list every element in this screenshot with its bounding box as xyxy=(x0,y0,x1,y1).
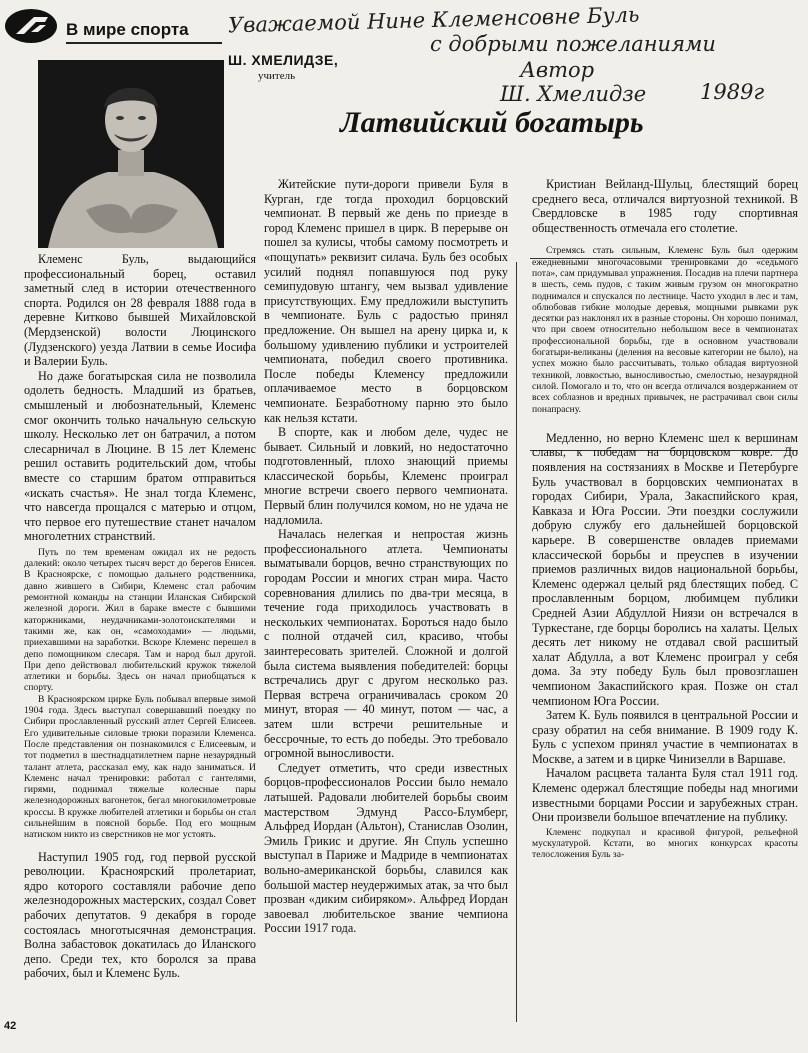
journal-logo-icon xyxy=(4,8,58,44)
article-column-3 xyxy=(532,177,798,861)
article-title: Латвийский богатырь xyxy=(340,106,644,139)
page-number: 42 xyxy=(4,1020,17,1032)
article-column-1 xyxy=(24,252,256,981)
paragraph: Наступил 1905 год, год первой русской революции. Красноярский пролетариат, ядро которого составляли рабочие депо железнодорожных мастерских, создал Совет рабочих депутатов. 9 декабря в городе состоялась многотысячная демонстрация. Волна забастовок докатилась до Иланского депо. Среди тех, кто боролся за права рабочих, был и Клеменс Буль. xyxy=(24,849,256,981)
rubric-underline xyxy=(66,42,222,44)
paragraph-small: В Красноярском цирке Буль побывал впервые зимой 1904 года. Здесь выступал совершавший поездку по Сибири прославленный русский атлет Сергей Елисеев. Его удивительные силовые трюки поразили Клеменса. После представления он познакомился с Елисеевым, и тот подметил в шестнадцатилетнем парне незаурядный талант атлета, рассказал ему, как надо заниматься. И Клеменс начал тренировки: работал с гантелями, гирями, поднимал тяжелые колесные пары железнодорожных вагонеток, бегал многокилометровые кроссы. В кружке любителей атлетики и борьбы он стал сильнейшим в поясной борьбе. Под его мощным натиском никто из сверстников не мог устоять. xyxy=(24,693,256,841)
section-rubric: В мире спорта xyxy=(66,20,189,39)
paragraph: Кристиан Вейланд-Шульц, блестящий борец среднего веса, отличался виртуозной техникой. В Свердловске в 1985 году спортивная общественность отмечала его столетие. xyxy=(532,177,798,235)
paragraph-small: Клеменс подкупал и красивой фигурой, рельефной мускулатурой. Кстати, во многих конкурсах красоты телосложения Буль за- xyxy=(532,826,798,861)
paragraph-small: Стремясь стать сильным, Клеменс Буль был одержим ежедневными многочасовыми тренировками до «седьмого пота», сам придумывал упражнения. Посадив на плечи партнера в шесть, семь пудов, с таким живым грузом он многократно поднимался и спускался по лестнице. Часто уходил в лес и там, облюбовав гибкие молодые деревья, мощными рывками рук десятки раз наклонял их в разные стороны. Он хорошо понимал, что при своем относительно небольшом весе в чемпионатах профессиональной борьбы, где в основном участвовали богатыри-великаны (деления на весовые категории не было), на успех можно было рассчитывать, только обладая виртуозной техникой, ловкостью, выносливостью, смелостью, незаурядной силой. Помогало и то, что он всегда отличался воздержанием от всех соблазнов и вредных привычек, не растрачивал свои силы понапрасну. xyxy=(532,245,798,415)
dedication-line-5: 1989г xyxy=(700,80,765,104)
paragraph: Житейские пути-дороги привели Буля в Курган, где тогда проходил борцовский чемпионат. В первый же день по приезде в город Клеменс пришел в цирк. В перерыве он пошел за кулисы, чтобы самому посмотреть и «пощупать» реквизит силача. Буль без особых усилий поднял попавшуюся под руку семипудовую штангу, чем вызвал удивление присутствующих. Ему предложили выступить в чемпионате. Буль с радостью принял предложение. Он вышел на арену цирка и, к большому удивлению публики и устроителей чемпионата, победил своего противника. После победы Клеменсу предложили оплачиваемое место в борцовском чемпионате. Безработному парню это было как нельзя кстати. xyxy=(264,177,508,425)
dedication-line-4: Ш. Хмелидзе xyxy=(500,82,647,106)
author-name: Ш. ХМЕЛИДЗЕ, xyxy=(228,52,339,68)
paragraph: Затем К. Буль появился в центральной России и сразу обратил на себя внимание. В 1909 году К. Буль с успехом принял участие в чемпионатах в Москве, а затем и в цирке Чинизелли в Варшаве. xyxy=(532,708,798,766)
article-column-2 xyxy=(264,177,508,936)
paragraph: В спорте, как и любом деле, чудес не бывает. Сильный и ловкий, но недостаточно подготовленный, плохо знающий приемы классической борьбы, Клеменс проиграл многие встречи своего первого чемпионата. Первый блин получился комом, но не удача не надломила. xyxy=(264,425,508,527)
paragraph: Началом расцвета таланта Буля стал 1911 год. Клеменс одержал блестящие победы над многими известными борцами России и зарубежных стран. Они произвели большое впечатление на публику. xyxy=(532,766,798,825)
paragraph: Но даже богатырская сила не позволила одолеть бедность. Младший из братьев, смышленый и любознательный, Клеменс смог окончить только начальную сельскую школу. Несколько лет он батрачил, а потом слесарничал в Люцине. В 15 лет Клеменс решил оставить родительский дом, чтобы вместе со старшим братом отправиться «искать счастья». Не знал тогда Клеменс, что навсегда прощался с матерью и отцом, что первое его путешествие станет началом многолетних странствий. xyxy=(24,368,256,544)
paragraph: Медленно, но верно Клеменс шел к вершинам славы, к победам на борцовском ковре. До появления на состязаниях в Москве и Петербурге Буль участвовал в борцовских чемпионатах в городах Сибири, Урала, Закаспийского края, Кавказа и Юга России. Эти поездки сослужили добрую службу его дальнейшей борцовской карьере. В совершенстве овладев приемами классической борьбы и преуспев в изучении приемов различных видов национальной борьбы, Клеменс одержал целый ряд блестящих побед. С прославленным борцом, любимцем публики Средней Азии Абдуллой Ниязи он встречался в Туркестане, где борцы боролись на халаты. Целых десять лет никому не отдавал свой расшитый халат Абдулла, а вот Клеменс проиграл у себя дома. За эту победу Буль был провозглашен чемпионом Закаспийского края. Позже он стал чемпионом Юга России. xyxy=(532,430,798,708)
column-rule xyxy=(516,262,517,1022)
paragraph: Следует отметить, что среди известных борцов-профессионалов России было немало латышей. Радовали любителей борьбы своим мастерством Эдмунд Рассо-Блумберг, Альфред Иордан (Альтон), Станислав Озолин, Эмиль Грикис и другие. Ян Спуль успешно выступал в Париже и Мадриде в чемпионатах вольно-американской борьбы, славился как большой мастер неудержимых атак, за что был прозван «диким сибиряком». Альфред Иордан завоевал любительское звание чемпиона России 1917 года. xyxy=(264,760,508,936)
wrestler-portrait xyxy=(38,60,224,248)
dedication-line-1: Уважаемой Нине Клеменсовне Буль xyxy=(227,2,640,38)
paragraph-small: Путь по тем временам ожидал их не редость далекий: около четырех тысяч верст до берегов Енисея. В Красноярске, с помощью дальнего родственника, давно жившего в Сибири, Клеменс стал рабочим ремонтной команды на станции Иланская Сибирской железной дороги. Жил в бараке вместе с бывшими каторжниками, неудачниками-золотоискателями и такими же, как он, «самоходами» — людьми, приехавшими на заработки. Вскоре Клеменс перешел в депо помощником слесаря. Там и народ был другой. При депо действовал любительский кружок тяжелой атлетики и борьбы. Здесь он начал приобщаться к спорту. xyxy=(24,546,256,694)
paragraph: Началась нелегкая и непростая жизнь профессионального атлета. Чемпионаты выматывали борцов, вечно странствующих по городам России и многих стран мира. Часто соревнования длились по два-три месяца, в течение года приходилось участвовать в нескольких чемпионатах. Бороться надо было с полной отдачей сил, красиво, чтобы заинтересовать зрителей. Сложной и долгой была система выявления победителей: борцы встречались друг с другом несколько раз. Первая встреча ограничивалась сроком 20 минут, вторая — 40 минут, потом — час, а затем шли встречи решительные и бессрочные, то есть до победы. Это требовало огромной выносливости. xyxy=(264,527,508,761)
paragraph: Клеменс Буль, выдающийся профессиональный борец, оставил заметный след в истории отечественного спорта. Родился он 28 февраля 1888 года в деревне Китково бывшей Михайловской (Мердзенской) волости Люцинского (Лудзенского) уезда Латвии в семье Иосифа и Валерии Буль. xyxy=(24,252,256,369)
author-role: учитель xyxy=(258,70,296,82)
dedication-line-3: Автор xyxy=(520,58,595,82)
dedication-line-2: с добрыми пожеланиями xyxy=(430,32,716,56)
